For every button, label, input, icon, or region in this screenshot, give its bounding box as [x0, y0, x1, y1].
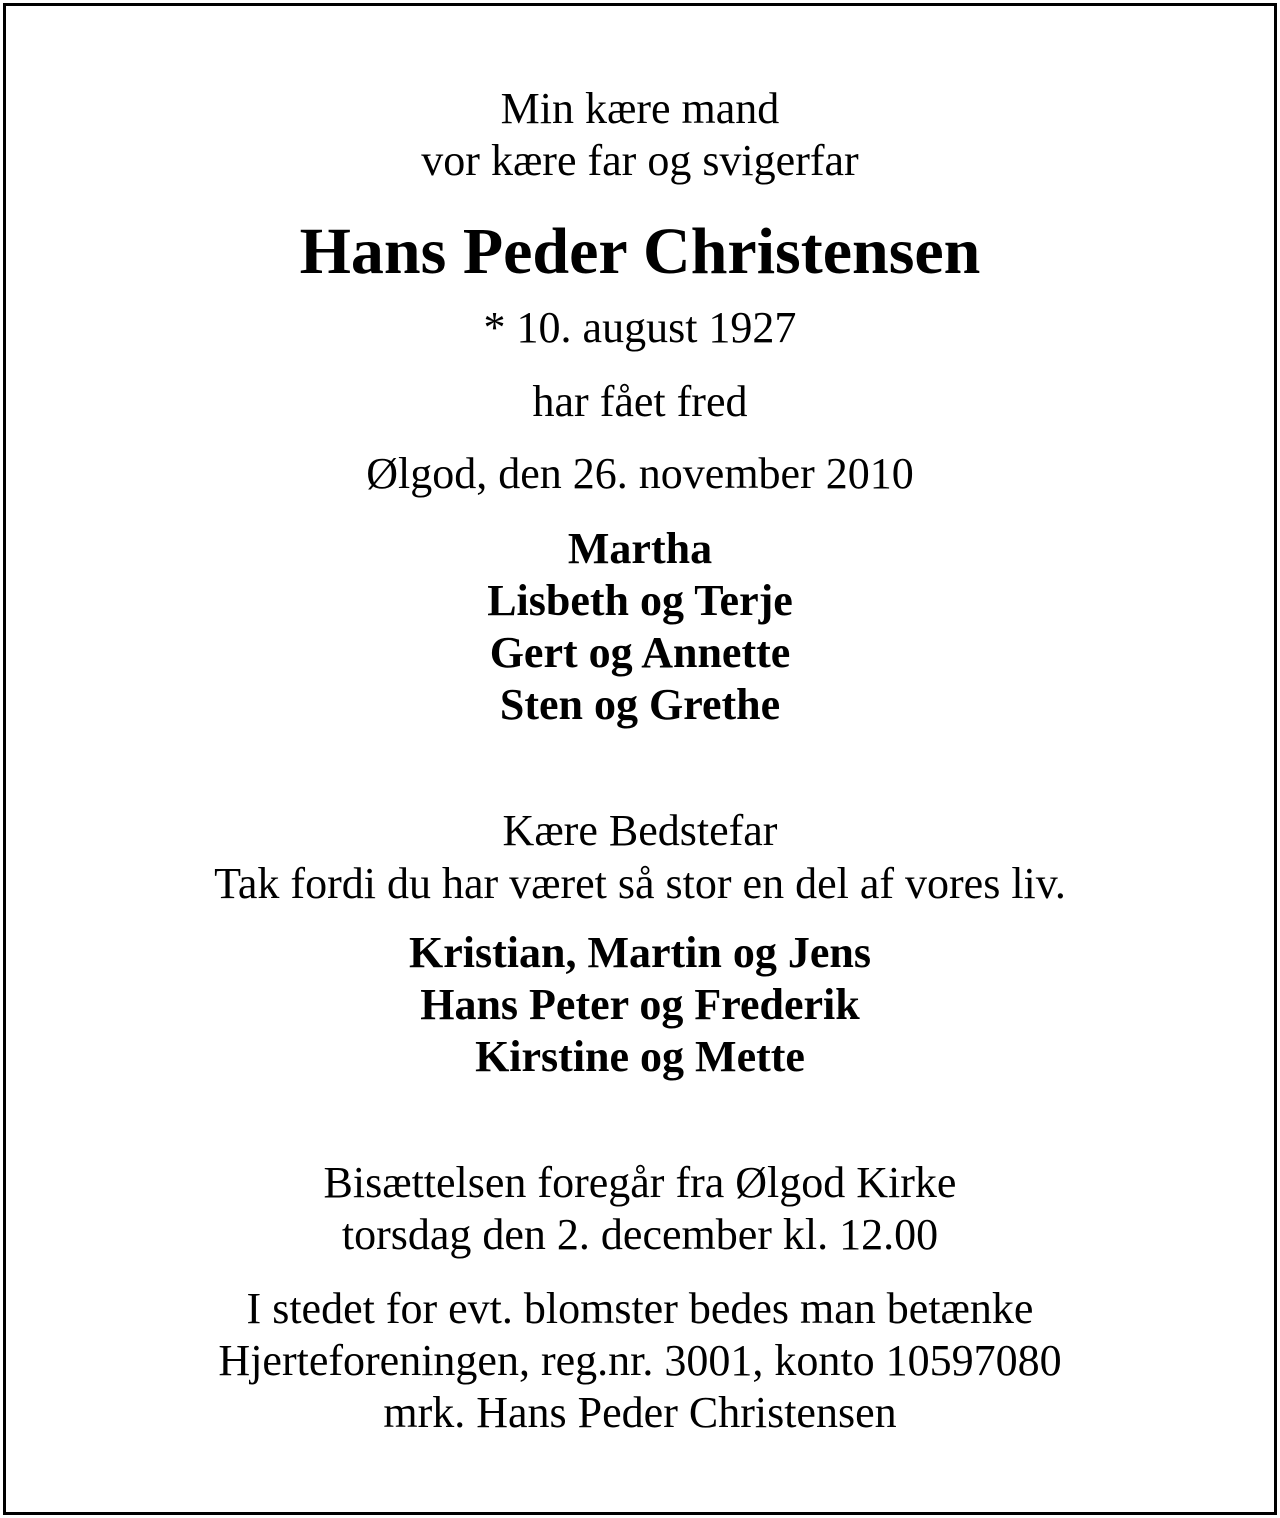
family-member: Martha: [567, 524, 713, 573]
donation-line-3: mrk. Hans Peder Christensen: [383, 1388, 897, 1437]
funeral-info-line-2: torsdag den 2. december kl. 12.00: [341, 1210, 939, 1259]
family-member: Sten og Grethe: [499, 680, 781, 729]
intro-line-2: vor kære far og svigerfar: [421, 136, 859, 185]
place-and-date: Ølgod, den 26. november 2010: [366, 449, 914, 498]
donation-line-2: Hjerteforeningen, reg.nr. 3001, konto 10597080: [218, 1336, 1062, 1385]
grandchildren-message: Tak fordi du har været så stor en del af vores liv.: [214, 859, 1066, 908]
intro-line-1: Min kære mand: [500, 84, 780, 133]
grandchildren-greeting: Kære Bedstefar: [502, 806, 778, 855]
birth-date: * 10. august 1927: [483, 303, 797, 352]
grandchild-names: Hans Peter og Frederik: [420, 980, 860, 1029]
grandchild-names: Kristian, Martin og Jens: [409, 928, 871, 977]
deceased-name: Hans Peder Christensen: [299, 215, 981, 288]
donation-line-1: I stedet for evt. blomster bedes man betænke: [246, 1284, 1034, 1333]
passed-away-text: har fået fred: [532, 377, 748, 426]
obituary-notice: [3, 3, 1277, 1515]
funeral-info-line-1: Bisættelsen foregår fra Ølgod Kirke: [323, 1158, 957, 1207]
family-member: Gert og Annette: [489, 628, 791, 677]
family-member: Lisbeth og Terje: [487, 576, 793, 625]
grandchild-names: Kirstine og Mette: [475, 1032, 805, 1081]
